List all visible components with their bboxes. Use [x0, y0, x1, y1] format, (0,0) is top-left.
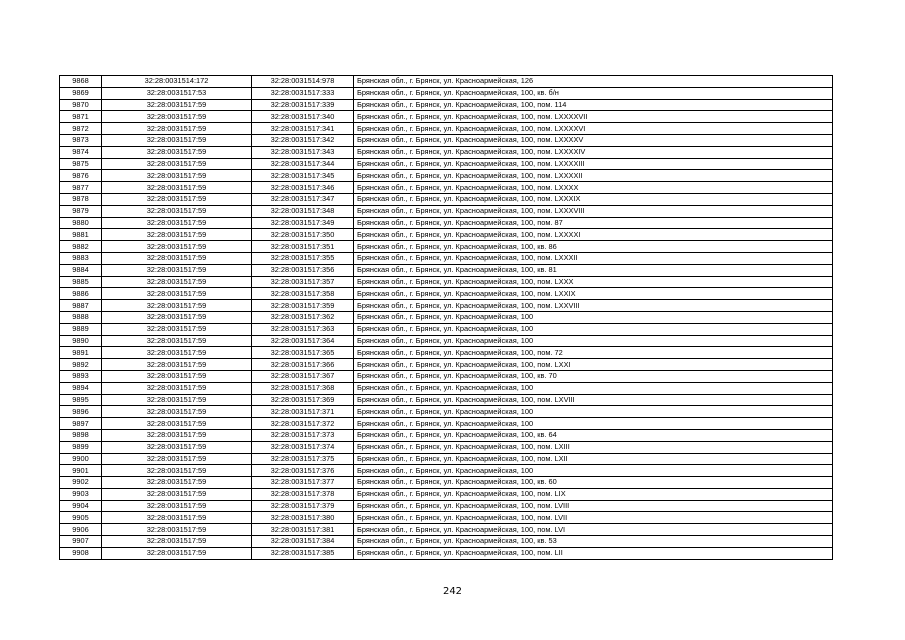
land-cadastral-number-cell: 32:28:0031517:59: [102, 323, 252, 335]
table-row: [60, 335, 833, 347]
address-cell: Брянская обл., г. Брянск, ул. Красноармейская, 100, пом. LIX: [354, 488, 833, 500]
object-cadastral-number-cell: 32:28:0031517:342: [252, 134, 354, 146]
address-cell: Брянская обл., г. Брянск, ул. Красноармейская, 100, кв. 86: [354, 241, 833, 253]
table-row: [60, 76, 833, 88]
object-cadastral-number-cell: 32:28:0031517:376: [252, 465, 354, 477]
table-row: [60, 264, 833, 276]
object-cadastral-number-cell: 32:28:0031517:362: [252, 311, 354, 323]
object-cadastral-number-cell: 32:28:0031517:366: [252, 359, 354, 371]
row-number-cell: 9870: [60, 99, 102, 111]
object-cadastral-number-cell: 32:28:0031514:978: [252, 76, 354, 88]
object-cadastral-number-cell: 32:28:0031517:339: [252, 99, 354, 111]
land-cadastral-number-cell: 32:28:0031517:59: [102, 134, 252, 146]
table-row: [60, 311, 833, 323]
register-table-body: [60, 76, 833, 560]
address-cell: Брянская обл., г. Брянск, ул. Красноармейская, 100, кв. 60: [354, 477, 833, 489]
land-cadastral-number-cell: 32:28:0031517:53: [102, 87, 252, 99]
land-cadastral-number-cell: 32:28:0031517:59: [102, 453, 252, 465]
row-number-cell: 9884: [60, 264, 102, 276]
address-cell: Брянская обл., г. Брянск, ул. Красноармейская, 100, кв. 81: [354, 264, 833, 276]
row-number-cell: 9892: [60, 359, 102, 371]
address-cell: Брянская обл., г. Брянск, ул. Красноармейская, 100, пом. LXXXVIII: [354, 205, 833, 217]
object-cadastral-number-cell: 32:28:0031517:379: [252, 500, 354, 512]
land-cadastral-number-cell: 32:28:0031517:59: [102, 252, 252, 264]
table-row: [60, 288, 833, 300]
page-number: 242: [442, 586, 463, 597]
address-cell: Брянская обл., г. Брянск, ул. Красноармейская, 100, кв. 53: [354, 536, 833, 548]
object-cadastral-number-cell: 32:28:0031517:385: [252, 547, 354, 559]
object-cadastral-number-cell: 32:28:0031517:358: [252, 288, 354, 300]
table-row: [60, 441, 833, 453]
address-cell: Брянская обл., г. Брянск, ул. Красноармейская, 100, кв. б/н: [354, 87, 833, 99]
address-cell: Брянская обл., г. Брянск, ул. Красноармейская, 100, пом. LII: [354, 547, 833, 559]
table-row: [60, 370, 833, 382]
table-row: [60, 524, 833, 536]
land-cadastral-number-cell: 32:28:0031517:59: [102, 477, 252, 489]
row-number-cell: 9898: [60, 429, 102, 441]
table-row: [60, 111, 833, 123]
row-number-cell: 9872: [60, 123, 102, 135]
object-cadastral-number-cell: 32:28:0031517:378: [252, 488, 354, 500]
row-number-cell: 9874: [60, 146, 102, 158]
row-number-cell: 9880: [60, 217, 102, 229]
address-cell: Брянская обл., г. Брянск, ул. Красноармейская, 100: [354, 335, 833, 347]
table-row: [60, 276, 833, 288]
object-cadastral-number-cell: 32:28:0031517:371: [252, 406, 354, 418]
land-cadastral-number-cell: 32:28:0031517:59: [102, 382, 252, 394]
row-number-cell: 9881: [60, 229, 102, 241]
table-row: [60, 465, 833, 477]
row-number-cell: 9896: [60, 406, 102, 418]
address-cell: Брянская обл., г. Брянск, ул. Красноармейская, 100, пом. 114: [354, 99, 833, 111]
address-cell: Брянская обл., г. Брянск, ул. Красноармейская, 100, пом. LVIII: [354, 500, 833, 512]
row-number-cell: 9899: [60, 441, 102, 453]
land-cadastral-number-cell: 32:28:0031517:59: [102, 205, 252, 217]
object-cadastral-number-cell: 32:28:0031517:350: [252, 229, 354, 241]
land-cadastral-number-cell: 32:28:0031517:59: [102, 99, 252, 111]
row-number-cell: 9885: [60, 276, 102, 288]
object-cadastral-number-cell: 32:28:0031517:363: [252, 323, 354, 335]
object-cadastral-number-cell: 32:28:0031517:377: [252, 477, 354, 489]
object-cadastral-number-cell: 32:28:0031517:372: [252, 418, 354, 430]
table-row: [60, 429, 833, 441]
object-cadastral-number-cell: 32:28:0031517:355: [252, 252, 354, 264]
land-cadastral-number-cell: 32:28:0031517:59: [102, 547, 252, 559]
land-cadastral-number-cell: 32:28:0031517:59: [102, 359, 252, 371]
address-cell: Брянская обл., г. Брянск, ул. Красноармейская, 100: [354, 465, 833, 477]
address-cell: Брянская обл., г. Брянск, ул. Красноармейская, 100, кв. 64: [354, 429, 833, 441]
land-cadastral-number-cell: 32:28:0031517:59: [102, 512, 252, 524]
land-cadastral-number-cell: 32:28:0031517:59: [102, 217, 252, 229]
cadastral-register-table: [59, 75, 833, 560]
row-number-cell: 9868: [60, 76, 102, 88]
row-number-cell: 9908: [60, 547, 102, 559]
table-row: [60, 134, 833, 146]
table-row: [60, 394, 833, 406]
address-cell: Брянская обл., г. Брянск, ул. Красноармейская, 100, пом. 87: [354, 217, 833, 229]
object-cadastral-number-cell: 32:28:0031517:343: [252, 146, 354, 158]
table-row: [60, 241, 833, 253]
land-cadastral-number-cell: 32:28:0031517:59: [102, 300, 252, 312]
object-cadastral-number-cell: 32:28:0031517:368: [252, 382, 354, 394]
table-row: [60, 205, 833, 217]
row-number-cell: 9903: [60, 488, 102, 500]
land-cadastral-number-cell: 32:28:0031517:59: [102, 418, 252, 430]
table-row: [60, 347, 833, 359]
table-row: [60, 512, 833, 524]
address-cell: Брянская обл., г. Брянск, ул. Красноармейская, 100, пом. LXXVIII: [354, 300, 833, 312]
address-cell: Брянская обл., г. Брянск, ул. Красноармейская, 100: [354, 406, 833, 418]
row-number-cell: 9893: [60, 370, 102, 382]
land-cadastral-number-cell: 32:28:0031517:59: [102, 536, 252, 548]
land-cadastral-number-cell: 32:28:0031517:59: [102, 311, 252, 323]
object-cadastral-number-cell: 32:28:0031517:349: [252, 217, 354, 229]
land-cadastral-number-cell: 32:28:0031517:59: [102, 394, 252, 406]
object-cadastral-number-cell: 32:28:0031517:380: [252, 512, 354, 524]
table-row: [60, 87, 833, 99]
land-cadastral-number-cell: 32:28:0031517:59: [102, 500, 252, 512]
row-number-cell: 9869: [60, 87, 102, 99]
address-cell: Брянская обл., г. Брянск, ул. Красноармейская, 100, пом. LXXXXIV: [354, 146, 833, 158]
table-row: [60, 477, 833, 489]
land-cadastral-number-cell: 32:28:0031517:59: [102, 182, 252, 194]
table-row: [60, 300, 833, 312]
address-cell: Брянская обл., г. Брянск, ул. Красноармейская, 100, пом. LXXXXIII: [354, 158, 833, 170]
table-row: [60, 536, 833, 548]
table-row: [60, 488, 833, 500]
object-cadastral-number-cell: 32:28:0031517:356: [252, 264, 354, 276]
object-cadastral-number-cell: 32:28:0031517:341: [252, 123, 354, 135]
address-cell: Брянская обл., г. Брянск, ул. Красноармейская, 100, пом. LXVIII: [354, 394, 833, 406]
object-cadastral-number-cell: 32:28:0031517:365: [252, 347, 354, 359]
address-cell: Брянская обл., г. Брянск, ул. Красноармейская, 100, пом. LXXXII: [354, 252, 833, 264]
object-cadastral-number-cell: 32:28:0031517:359: [252, 300, 354, 312]
address-cell: Брянская обл., г. Брянск, ул. Красноармейская, 100, пом. LVII: [354, 512, 833, 524]
land-cadastral-number-cell: 32:28:0031517:59: [102, 429, 252, 441]
address-cell: Брянская обл., г. Брянск, ул. Красноармейская, 100, пом. LXXXIX: [354, 193, 833, 205]
row-number-cell: 9895: [60, 394, 102, 406]
row-number-cell: 9902: [60, 477, 102, 489]
table-row: [60, 146, 833, 158]
object-cadastral-number-cell: 32:28:0031517:369: [252, 394, 354, 406]
table-row: [60, 158, 833, 170]
row-number-cell: 9879: [60, 205, 102, 217]
land-cadastral-number-cell: 32:28:0031517:59: [102, 465, 252, 477]
land-cadastral-number-cell: 32:28:0031517:59: [102, 193, 252, 205]
row-number-cell: 9891: [60, 347, 102, 359]
address-cell: Брянская обл., г. Брянск, ул. Красноармейская, 126: [354, 76, 833, 88]
object-cadastral-number-cell: 32:28:0031517:344: [252, 158, 354, 170]
land-cadastral-number-cell: 32:28:0031517:59: [102, 158, 252, 170]
row-number-cell: 9906: [60, 524, 102, 536]
object-cadastral-number-cell: 32:28:0031517:351: [252, 241, 354, 253]
row-number-cell: 9894: [60, 382, 102, 394]
row-number-cell: 9886: [60, 288, 102, 300]
row-number-cell: 9882: [60, 241, 102, 253]
address-cell: Брянская обл., г. Брянск, ул. Красноармейская, 100, пом. LXII: [354, 453, 833, 465]
land-cadastral-number-cell: 32:28:0031517:59: [102, 111, 252, 123]
table-row: [60, 382, 833, 394]
table-row: [60, 99, 833, 111]
address-cell: Брянская обл., г. Брянск, ул. Красноармейская, 100, пом. 72: [354, 347, 833, 359]
table-row: [60, 170, 833, 182]
table-row: [60, 323, 833, 335]
row-number-cell: 9905: [60, 512, 102, 524]
table-row: [60, 418, 833, 430]
row-number-cell: 9889: [60, 323, 102, 335]
land-cadastral-number-cell: 32:28:0031517:59: [102, 264, 252, 276]
table-row: [60, 193, 833, 205]
object-cadastral-number-cell: 32:28:0031517:367: [252, 370, 354, 382]
table-row: [60, 547, 833, 559]
table-row: [60, 359, 833, 371]
land-cadastral-number-cell: 32:28:0031517:59: [102, 335, 252, 347]
land-cadastral-number-cell: 32:28:0031517:59: [102, 488, 252, 500]
object-cadastral-number-cell: 32:28:0031517:346: [252, 182, 354, 194]
object-cadastral-number-cell: 32:28:0031517:333: [252, 87, 354, 99]
table-row: [60, 182, 833, 194]
address-cell: Брянская обл., г. Брянск, ул. Красноармейская, 100, пом. LXXXXII: [354, 170, 833, 182]
address-cell: Брянская обл., г. Брянск, ул. Красноармейская, 100: [354, 323, 833, 335]
address-cell: Брянская обл., г. Брянск, ул. Красноармейская, 100, пом. LXXXXVI: [354, 123, 833, 135]
row-number-cell: 9887: [60, 300, 102, 312]
address-cell: Брянская обл., г. Брянск, ул. Красноармейская, 100: [354, 418, 833, 430]
row-number-cell: 9900: [60, 453, 102, 465]
table-row: [60, 217, 833, 229]
object-cadastral-number-cell: 32:28:0031517:373: [252, 429, 354, 441]
land-cadastral-number-cell: 32:28:0031517:59: [102, 170, 252, 182]
land-cadastral-number-cell: 32:28:0031517:59: [102, 347, 252, 359]
land-cadastral-number-cell: 32:28:0031517:59: [102, 406, 252, 418]
land-cadastral-number-cell: 32:28:0031517:59: [102, 370, 252, 382]
row-number-cell: 9907: [60, 536, 102, 548]
address-cell: Брянская обл., г. Брянск, ул. Красноармейская, 100, пом. LXXXXVII: [354, 111, 833, 123]
address-cell: Брянская обл., г. Брянск, ул. Красноармейская, 100, кв. 70: [354, 370, 833, 382]
row-number-cell: 9883: [60, 252, 102, 264]
land-cadastral-number-cell: 32:28:0031517:59: [102, 524, 252, 536]
row-number-cell: 9904: [60, 500, 102, 512]
address-cell: Брянская обл., г. Брянск, ул. Красноармейская, 100: [354, 382, 833, 394]
address-cell: Брянская обл., г. Брянск, ул. Красноармейская, 100, пом. LXXIX: [354, 288, 833, 300]
object-cadastral-number-cell: 32:28:0031517:345: [252, 170, 354, 182]
table-row: [60, 252, 833, 264]
address-cell: Брянская обл., г. Брянск, ул. Красноармейская, 100, пом. LXXI: [354, 359, 833, 371]
address-cell: Брянская обл., г. Брянск, ул. Красноармейская, 100, пом. LXIII: [354, 441, 833, 453]
land-cadastral-number-cell: 32:28:0031517:59: [102, 229, 252, 241]
land-cadastral-number-cell: 32:28:0031517:59: [102, 288, 252, 300]
object-cadastral-number-cell: 32:28:0031517:357: [252, 276, 354, 288]
row-number-cell: 9873: [60, 134, 102, 146]
row-number-cell: 9875: [60, 158, 102, 170]
row-number-cell: 9878: [60, 193, 102, 205]
row-number-cell: 9890: [60, 335, 102, 347]
address-cell: Брянская обл., г. Брянск, ул. Красноармейская, 100: [354, 311, 833, 323]
address-cell: Брянская обл., г. Брянск, ул. Красноармейская, 100, пом. LXXX: [354, 276, 833, 288]
row-number-cell: 9897: [60, 418, 102, 430]
address-cell: Брянская обл., г. Брянск, ул. Красноармейская, 100, пом. LVI: [354, 524, 833, 536]
table-row: [60, 123, 833, 135]
row-number-cell: 9901: [60, 465, 102, 477]
object-cadastral-number-cell: 32:28:0031517:374: [252, 441, 354, 453]
object-cadastral-number-cell: 32:28:0031517:384: [252, 536, 354, 548]
land-cadastral-number-cell: 32:28:0031517:59: [102, 241, 252, 253]
land-cadastral-number-cell: 32:28:0031514:172: [102, 76, 252, 88]
address-cell: Брянская обл., г. Брянск, ул. Красноармейская, 100, пом. LXXXXI: [354, 229, 833, 241]
row-number-cell: 9888: [60, 311, 102, 323]
object-cadastral-number-cell: 32:28:0031517:381: [252, 524, 354, 536]
row-number-cell: 9876: [60, 170, 102, 182]
object-cadastral-number-cell: 32:28:0031517:347: [252, 193, 354, 205]
table-row: [60, 453, 833, 465]
address-cell: Брянская обл., г. Брянск, ул. Красноармейская, 100, пом. LXXXX: [354, 182, 833, 194]
land-cadastral-number-cell: 32:28:0031517:59: [102, 146, 252, 158]
object-cadastral-number-cell: 32:28:0031517:348: [252, 205, 354, 217]
row-number-cell: 9877: [60, 182, 102, 194]
address-cell: Брянская обл., г. Брянск, ул. Красноармейская, 100, пом. LXXXXV: [354, 134, 833, 146]
row-number-cell: 9871: [60, 111, 102, 123]
table-row: [60, 229, 833, 241]
table-row: [60, 500, 833, 512]
land-cadastral-number-cell: 32:28:0031517:59: [102, 123, 252, 135]
object-cadastral-number-cell: 32:28:0031517:364: [252, 335, 354, 347]
object-cadastral-number-cell: 32:28:0031517:375: [252, 453, 354, 465]
object-cadastral-number-cell: 32:28:0031517:340: [252, 111, 354, 123]
land-cadastral-number-cell: 32:28:0031517:59: [102, 441, 252, 453]
table-row: [60, 406, 833, 418]
land-cadastral-number-cell: 32:28:0031517:59: [102, 276, 252, 288]
